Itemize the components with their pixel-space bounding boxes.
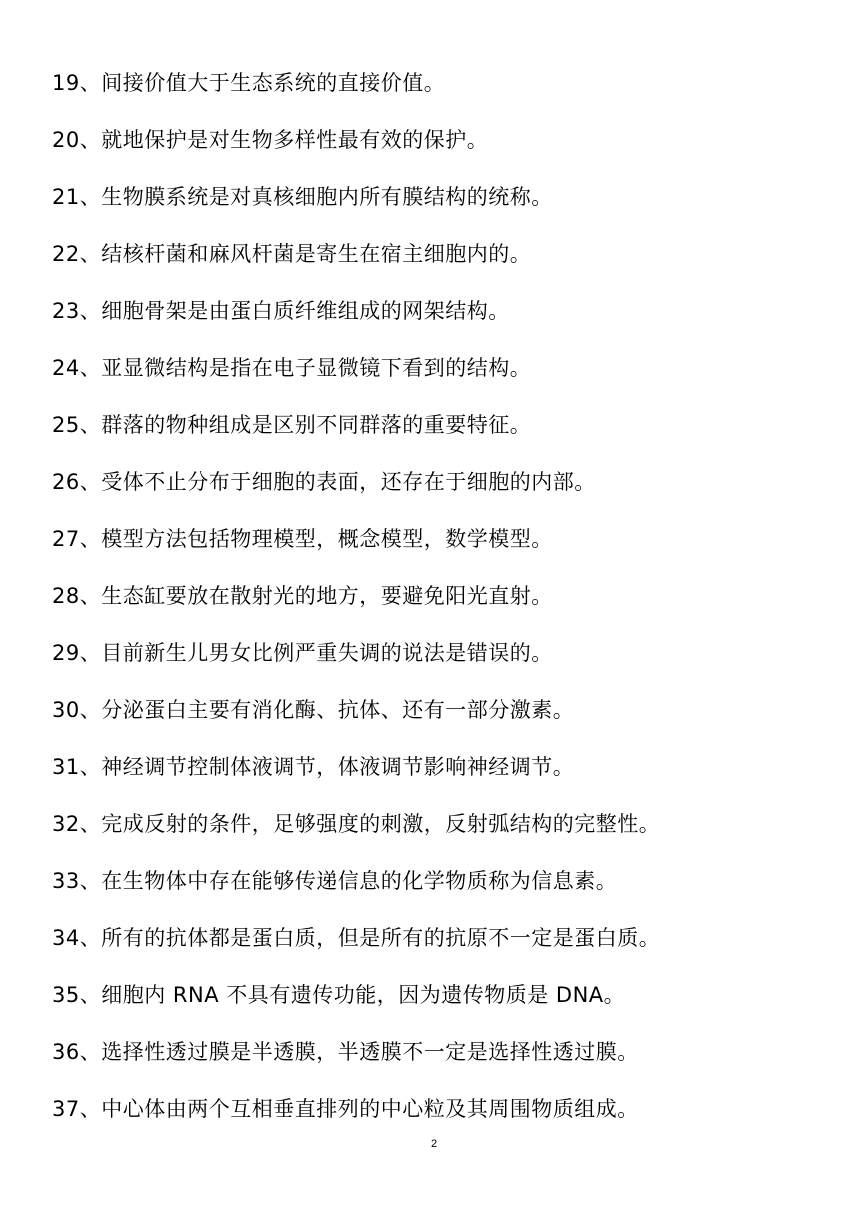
item-number: 36、 [52,1040,102,1064]
list-item [52,234,852,291]
item-text: 目前新生儿男女比例严重失调的说法是错误的。 [101,641,553,665]
item-text: 亚显微结构是指在电子显微镜下看到的结构。 [101,356,532,380]
item-number: 33、 [52,869,102,893]
list-item [52,291,852,348]
list-item [52,576,852,633]
list-item [52,519,852,576]
item-number: 21、 [52,185,102,209]
list-item [52,1032,852,1089]
item-number: 19、 [52,71,102,95]
list-item [52,861,852,918]
item-number: 29、 [52,641,102,665]
item-text: 完成反射的条件，足够强度的刺激，反射弧结构的完整性。 [101,812,661,836]
item-number: 20、 [52,128,102,152]
item-number: 25、 [52,413,102,437]
item-number: 37、 [52,1097,102,1121]
list-item [52,63,852,120]
item-text: 分泌蛋白主要有消化酶、抗体、还有一部分激素。 [101,698,575,722]
item-text: 所有的抗体都是蛋白质，但是所有的抗原不一定是蛋白质。 [101,926,661,950]
item-number: 24、 [52,356,102,380]
item-number: 28、 [52,584,102,608]
item-number: 23、 [52,299,102,323]
page-number: 2 [430,1138,438,1150]
item-number: 27、 [52,527,102,551]
list-item [52,975,852,1032]
item-number: 32、 [52,812,102,836]
list-item [52,120,852,177]
list-item [52,690,852,747]
item-number: 22、 [52,242,102,266]
list-item [52,918,852,975]
item-number: 26、 [52,470,102,494]
item-text: 模型方法包括物理模型，概念模型，数学模型。 [101,527,553,551]
item-text: 中心体由两个互相垂直排列的中心粒及其周围物质组成。 [101,1097,639,1121]
item-text: 生态缸要放在散射光的地方，要避免阳光直射。 [101,584,553,608]
list-item [52,405,852,462]
item-text: 受体不止分布于细胞的表面，还存在于细胞的内部。 [101,470,596,494]
item-text: 在生物体中存在能够传递信息的化学物质称为信息素。 [101,869,618,893]
item-text: 就地保护是对生物多样性最有效的保护。 [101,128,489,152]
item-text: 结核杆菌和麻风杆菌是寄生在宿主细胞内的。 [101,242,532,266]
item-number: 30、 [52,698,102,722]
list-item [52,747,852,804]
item-text: 间接价值大于生态系统的直接价值。 [101,71,446,95]
item-text: 选择性透过膜是半透膜，半透膜不一定是选择性透过膜。 [101,1040,639,1064]
item-number: 35、 [52,983,102,1007]
list-item [52,348,852,405]
list-item [52,177,852,234]
list-item [52,804,852,861]
item-text: 细胞内 RNA 不具有遗传功能，因为遗传物质是 DNA。 [101,983,626,1007]
list-item [52,462,852,519]
item-text: 群落的物种组成是区别不同群落的重要特征。 [101,413,532,437]
item-text: 神经调节控制体液调节，体液调节影响神经调节。 [101,755,575,779]
list-item [52,633,852,690]
item-number: 31、 [52,755,102,779]
item-text: 细胞骨架是由蛋白质纤维组成的网架结构。 [101,299,510,323]
statement-list [52,63,852,1146]
item-number: 34、 [52,926,102,950]
item-text: 生物膜系统是对真核细胞内所有膜结构的统称。 [101,185,553,209]
